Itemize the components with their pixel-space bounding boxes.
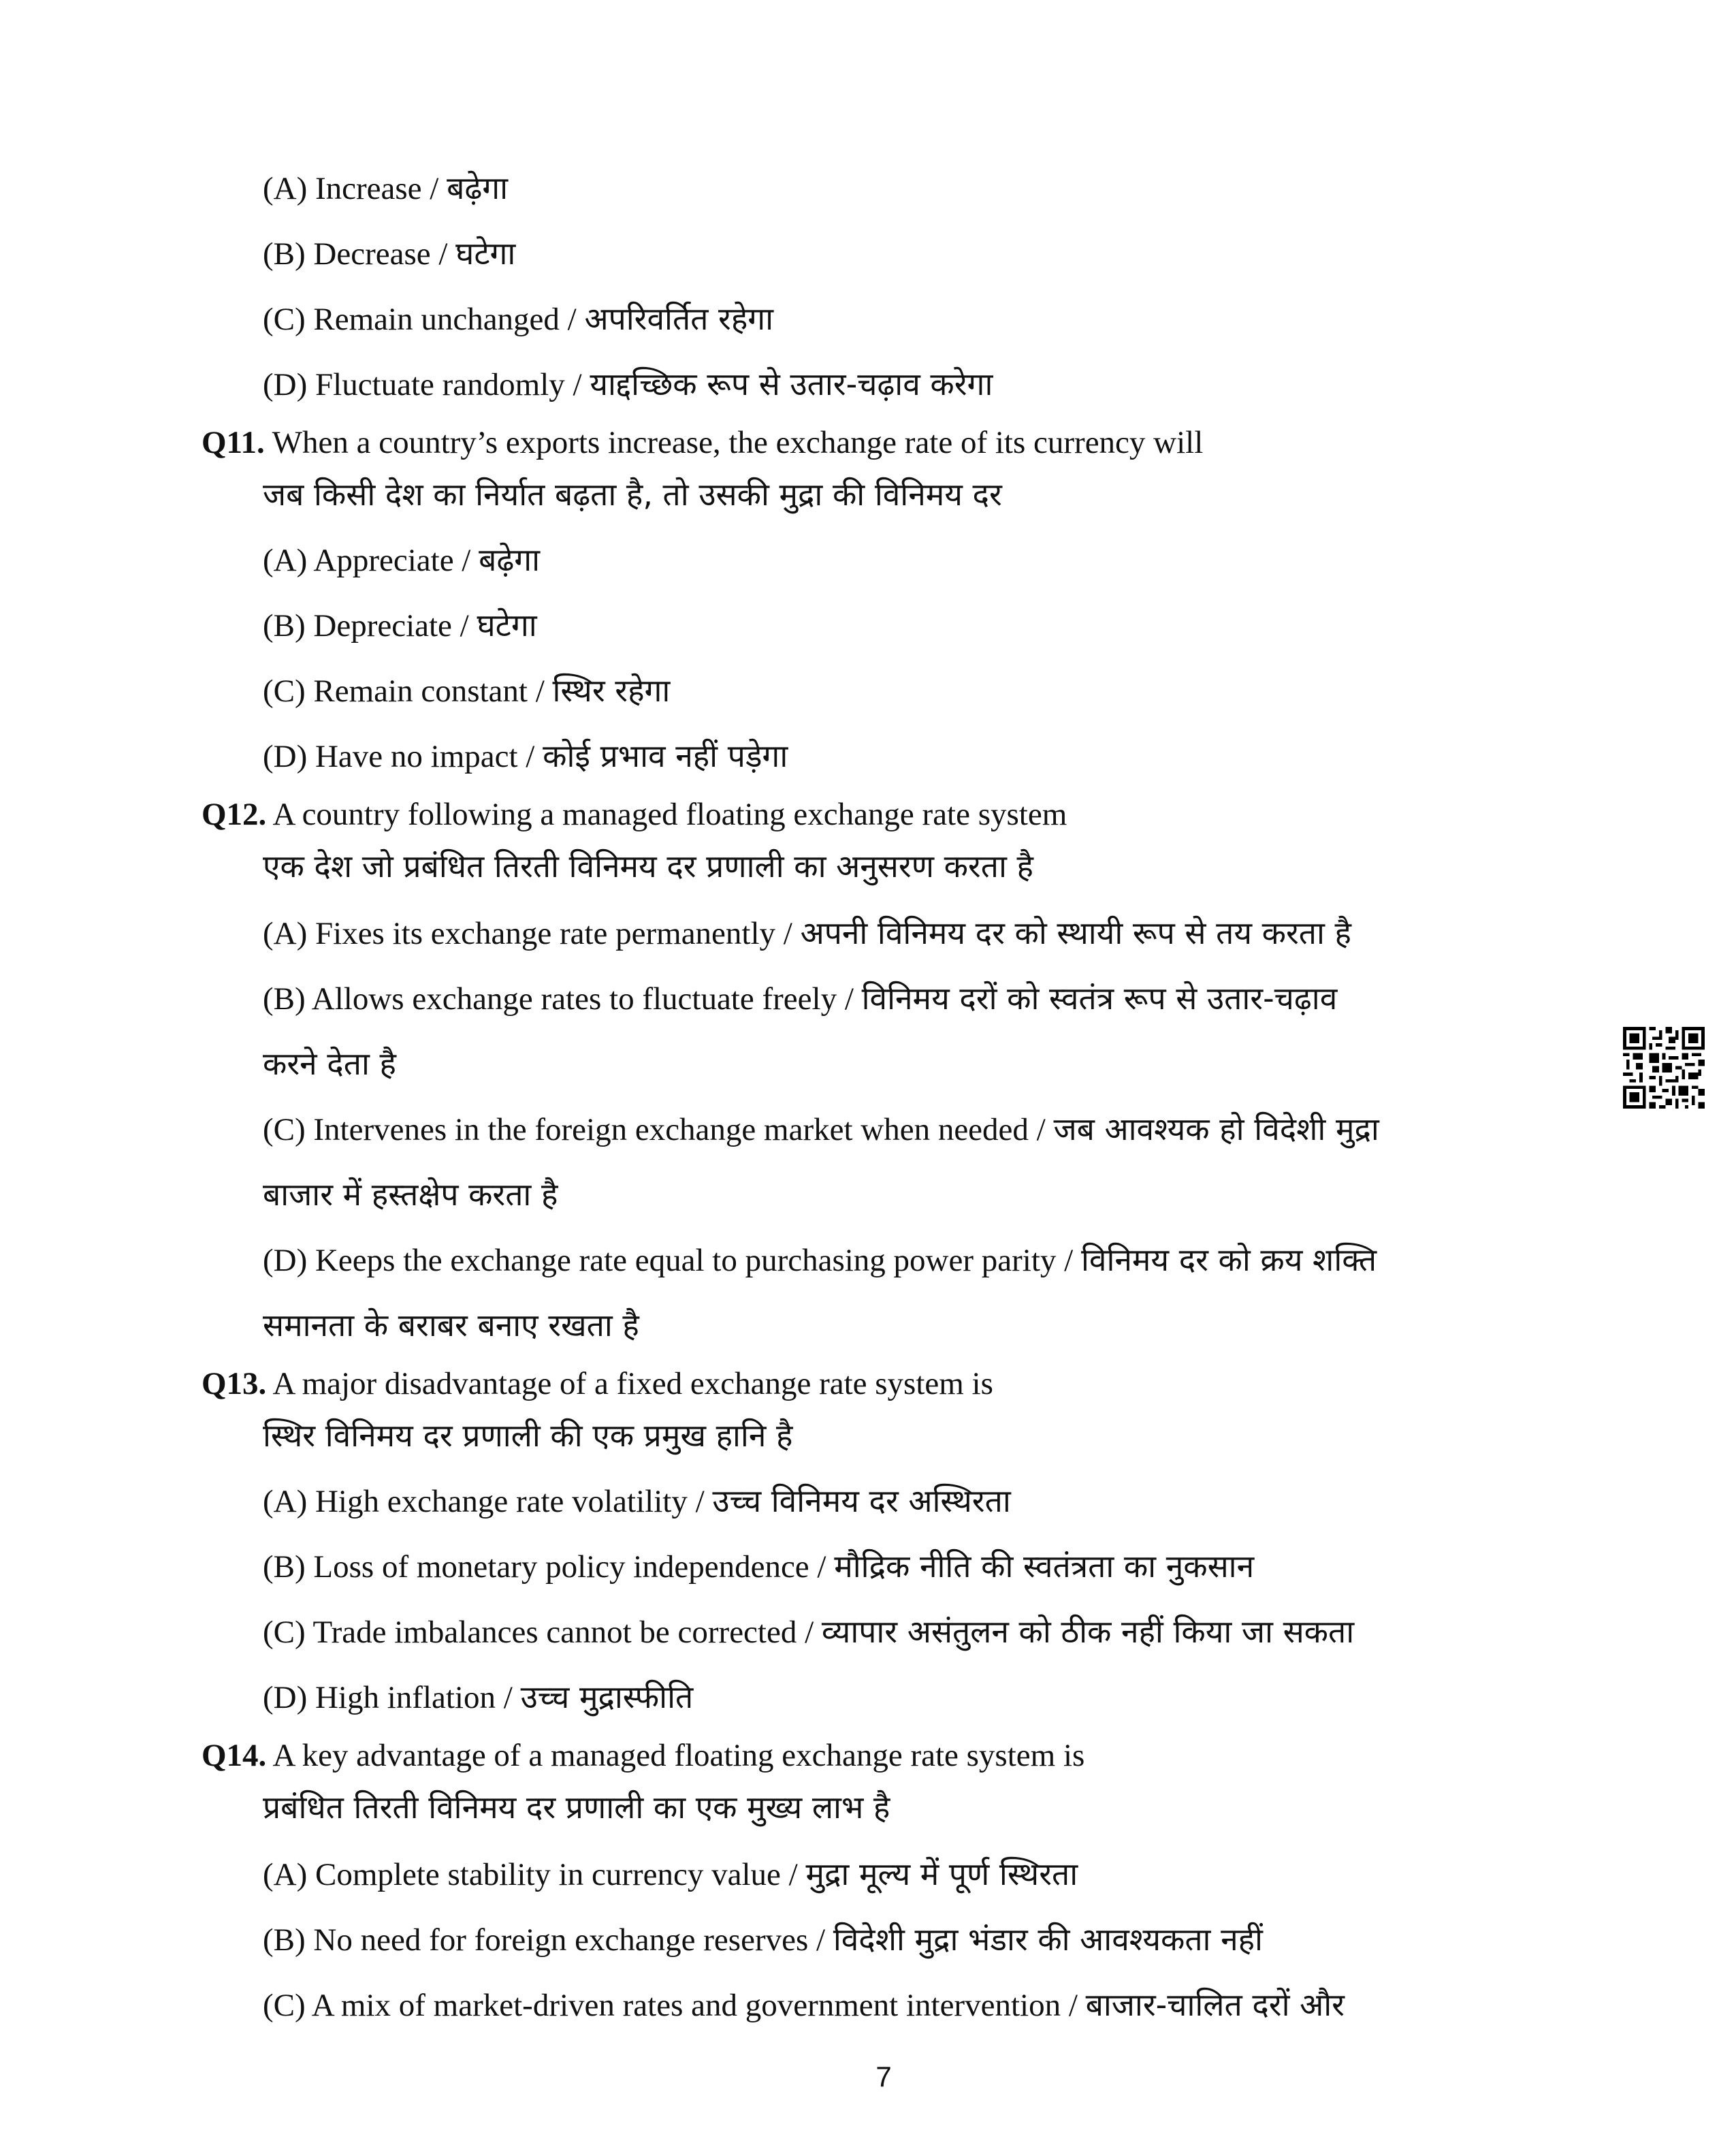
option-line: (C) Remain constant / स्थिर रहेगा: [263, 672, 671, 709]
page-number: 7: [875, 2061, 892, 2093]
option-line: (B) No need for foreign exchange reserves / विदेशी मुद्रा भंडार की आवश्यकता नहीं: [263, 1921, 1263, 1958]
question-11-hindi: जब किसी देश का निर्यात बढ़ता है, तो उसकी मुद्रा की विनिमय दर: [263, 476, 1002, 513]
option-line: (B) Decrease / घटेगा: [263, 235, 516, 272]
option-line: (B) Depreciate / घटेगा: [263, 607, 537, 644]
option-line: (A) High exchange rate volatility / उच्च विनिमय दर अस्थिरता: [263, 1482, 1011, 1519]
question-14: Q14. A key advantage of a managed floating exchange rate system is: [202, 1738, 1085, 1773]
qr-code-icon: [1623, 1027, 1705, 1109]
option-line: (A) Complete stability in currency value / मुद्रा मूल्य में पूर्ण स्थिरता: [263, 1856, 1078, 1892]
question-12: Q12. A country following a managed floating exchange rate system: [202, 797, 1067, 832]
option-line: (A) Appreciate / बढ़ेगा: [263, 541, 541, 578]
question-11: Q11. When a country’s exports increase, the exchange rate of its currency will: [202, 425, 1204, 460]
option-line: (A) Increase / बढ़ेगा: [263, 170, 509, 206]
option-line: (C) Trade imbalances cannot be corrected / व्यापार असंतुलन को ठीक नहीं किया जा सकता: [263, 1613, 1355, 1650]
question-13: Q13. A major disadvantage of a fixed exchange rate system is: [202, 1366, 993, 1401]
option-line: (C) A mix of market-driven rates and government intervention / बाजार-चालित दरों और: [263, 1986, 1345, 2023]
option-line: (D) Have no impact / कोई प्रभाव नहीं पड़ेगा: [263, 737, 788, 774]
option-line: (B) Loss of monetary policy independence / मौद्रिक नीति की स्वतंत्रता का नुकसान: [263, 1548, 1255, 1585]
question-12-hindi: एक देश जो प्रबंधित तिरती विनिमय दर प्रणाली का अनुसरण करता है: [263, 848, 1033, 885]
option-continuation: करने देता है: [263, 1045, 396, 1082]
option-line: (D) Keeps the exchange rate equal to purchasing power parity / विनिमय दर को क्रय शक्ति: [263, 1241, 1377, 1278]
option-line: (D) Fluctuate randomly / याद्दच्छिक रूप से उतार-चढ़ाव करेगा: [263, 366, 993, 402]
option-line: (D) High inflation / उच्च मुद्रास्फीति: [263, 1679, 694, 1715]
option-continuation: समानता के बराबर बनाए रखता है: [263, 1307, 639, 1344]
question-14-hindi: प्रबंधित तिरती विनिमय दर प्रणाली का एक मुख्य लाभ है: [263, 1789, 890, 1826]
option-continuation: बाजार में हस्तक्षेप करता है: [263, 1176, 558, 1213]
question-13-hindi: स्थिर विनिमय दर प्रणाली की एक प्रमुख हानि है: [263, 1417, 793, 1454]
option-line: (A) Fixes its exchange rate permanently / अपनी विनिमय दर को स्थायी रूप से तय करता है: [263, 915, 1351, 951]
option-line: (B) Allows exchange rates to fluctuate freely / विनिमय दरों को स्वतंत्र रूप से उतार-चढ़ाव: [263, 980, 1338, 1017]
option-line: (C) Intervenes in the foreign exchange market when needed / जब आवश्यक हो विदेशी मुद्रा: [263, 1111, 1379, 1147]
option-line: (C) Remain unchanged / अपरिवर्तित रहेगा: [263, 300, 774, 337]
